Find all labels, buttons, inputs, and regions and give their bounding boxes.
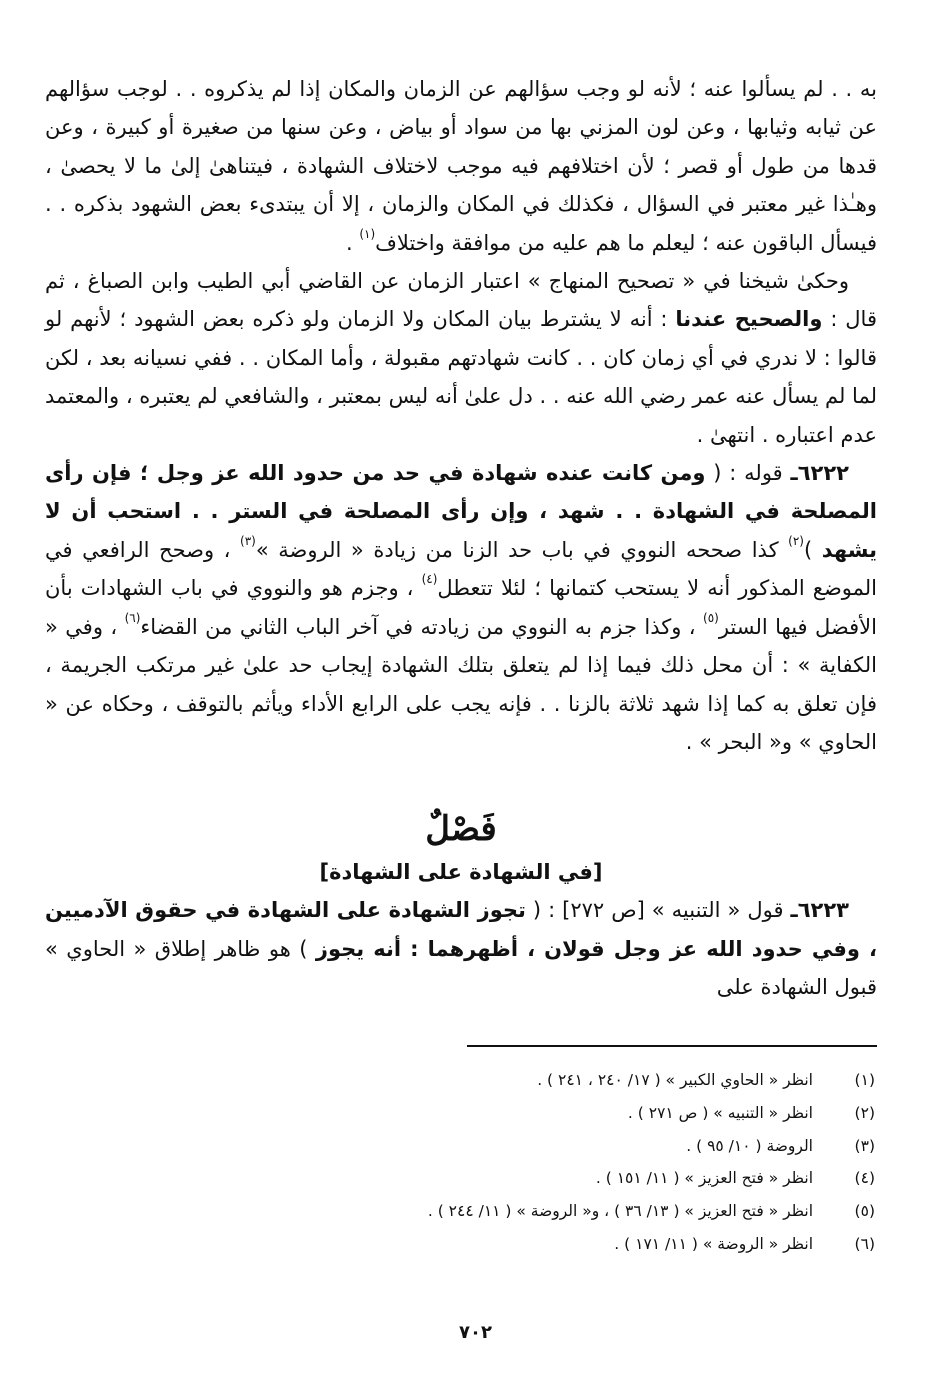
footnote	[77, 1228, 877, 1261]
footnote-number: (١)	[854, 1071, 875, 1089]
footnote-ref-4[interactable]: (٤)	[421, 572, 438, 587]
item-6223	[45, 891, 877, 1006]
footnote	[77, 1130, 877, 1163]
paragraph-text: : أنه لا يشترط بيان المكان ولا الزمان ولو ذكره بعض الشهود ؛ لأنهم لو قالوا : لا ندري في أي زمان كان . . كانت شهادتهم مقبولة ، وأما المكان . . ففي نسيانه بعد ، لكن لما لم يسأل عنه عمر رضي الله عنه . . دل علىٰ أنه ليس بمعتبر ، والشافعي لم يعتبره ، والمعتمد عدم اعتباره . انتهىٰ .	[45, 307, 877, 447]
footnote-ref-1[interactable]: (١)	[359, 226, 376, 241]
footnote-ref-5[interactable]: (٥)	[703, 610, 719, 625]
footnote-text: انظر « فتح العزيز » ( ١٣/ ٣٦ ) ، و« الروضة » ( ١١/ ٢٤٤ ) .	[427, 1202, 813, 1221]
section-gap	[45, 761, 877, 801]
paragraph-text: كذا صححه النووي في باب حد الزنا من زيادة « الروضة »	[255, 537, 789, 562]
paragraph-text: ) هو ظاهر إطلاق « الحاوي » قبول الشهادة على	[45, 936, 877, 1000]
quote-close: )	[803, 537, 822, 562]
item-label: قوله : (	[705, 461, 791, 486]
footnote-text: انظر « التنبيه » ( ص ٢٧١ ) .	[627, 1103, 813, 1122]
footnote	[77, 1064, 877, 1097]
paragraph-text: وحكىٰ شيخنا في « تصحيح المنهاج » اعتبار الزمان عن القاضي أبي الطيب وابن الصباغ ، ثم قال :	[45, 269, 877, 332]
footnote-text: انظر « الروضة » ( ١١/ ١٧١ ) .	[614, 1234, 813, 1253]
footnote-number: (٣)	[854, 1136, 875, 1155]
footnote-number: (٢)	[854, 1103, 875, 1122]
item-label: قول « التنبيه » [ص ٢٧٢] : (	[525, 898, 791, 923]
paragraph-1	[45, 70, 877, 262]
paragraph-text: ، وفي « الكفاية » : أن محل ذلك فيما إذا لم يتعلق بتلك الشهادة إيجاب حد علىٰ غير مرتكب الجريمة ، فإن تعلق به كما إذا شهد ثلاثة بالزنا . . فإنه يجب على الرابع الأداء ويأثم بالتوقف ، وحكاه عن « الحاوي » و« البحر » .	[45, 614, 877, 754]
footnote-number: (٤)	[854, 1169, 875, 1188]
paragraph-text: ، وجزم هو والنووي في باب الشهادات بأن الأفضل فيها الستر	[45, 576, 877, 639]
footnote-number: (٥)	[854, 1202, 875, 1221]
quoted-text: تجوز الشهادة على الشهادة في حقوق الآدميين ، وفي حدود الله عز وجل قولان ، أظهرهما : أنه يجوز	[45, 898, 878, 961]
footnote-ref-3[interactable]: (٣)	[240, 533, 256, 548]
item-number: ٦٢٢٢ـ	[790, 461, 849, 486]
section-subtitle: [في الشهادة على الشهادة]	[319, 860, 603, 885]
paragraph-end: .	[345, 230, 360, 255]
footnote-text: انظر « فتح العزيز » ( ١١/ ١٥١ ) .	[595, 1169, 813, 1188]
footnote	[77, 1097, 877, 1130]
page-number: ٧٠٢	[459, 1322, 492, 1343]
footnote-ref-2[interactable]: (٢)	[788, 533, 804, 548]
item-6222	[45, 454, 877, 761]
bold-phrase: والصحيح عندنا	[675, 307, 823, 332]
footnote-number: (٦)	[854, 1234, 875, 1253]
paragraph-text: ، وصحح الرافعي في الموضع المذكور أنه لا يستحب كتمانها ؛ لئلا تتعطل	[45, 537, 877, 601]
paragraph-text: ، وكذا جزم به النووي من زيادته في آخر الباب الثاني من القضاء	[140, 614, 703, 639]
footnote-divider	[467, 1045, 877, 1047]
item-number: ٦٢٢٣ـ	[790, 898, 849, 923]
section-ornament-title: فَصْلٌ	[425, 809, 497, 850]
paragraph-text: به . . لم يسألوا عنه ؛ لأنه لو وجب سؤالهم عن الزمان والمكان إذا لم يذكروه . . لوجب سؤالهم عن ثيابه وثيابها ، وعن لون المزني بها من سواد أو بياض ، وعن سنها من صغيرة أو كبيرة ، وعن قدها من طول أو قصر ؛ لأن اختلافهم فيه موجب لاختلاف الشهادة ، فيتناهىٰ إلىٰ ما لا يحصىٰ ، وهـٰذا غير معتبر في السؤال ، فكذلك في المكان والزمان ، إلا أن يبتدىء بعض الشهود بذكره . . فيسأل الباقون عنه ؛ ليعلم ما هم عليه من موافقة واختلاف	[45, 77, 877, 255]
footnotes	[77, 1064, 877, 1261]
footnote	[77, 1162, 877, 1195]
footnote-ref-6[interactable]: (٦)	[124, 610, 141, 625]
quoted-text: ومن كانت عنده شهادة في حد من حدود الله عز وجل ؛ فإن رأى المصلحة في الشهادة . . شهد ، وإن رأى المصلحة في الستر . . استحب أن لا يشهد	[45, 461, 878, 562]
footnote	[77, 1195, 877, 1228]
paragraph-2	[45, 262, 877, 454]
footnote-text: الروضة ( ١٠/ ٩٥ ) .	[686, 1136, 813, 1155]
footnote-text: انظر « الحاوي الكبير » ( ١٧/ ٢٤٠ ، ٢٤١ ) .	[537, 1071, 813, 1089]
page-body	[45, 70, 877, 1007]
